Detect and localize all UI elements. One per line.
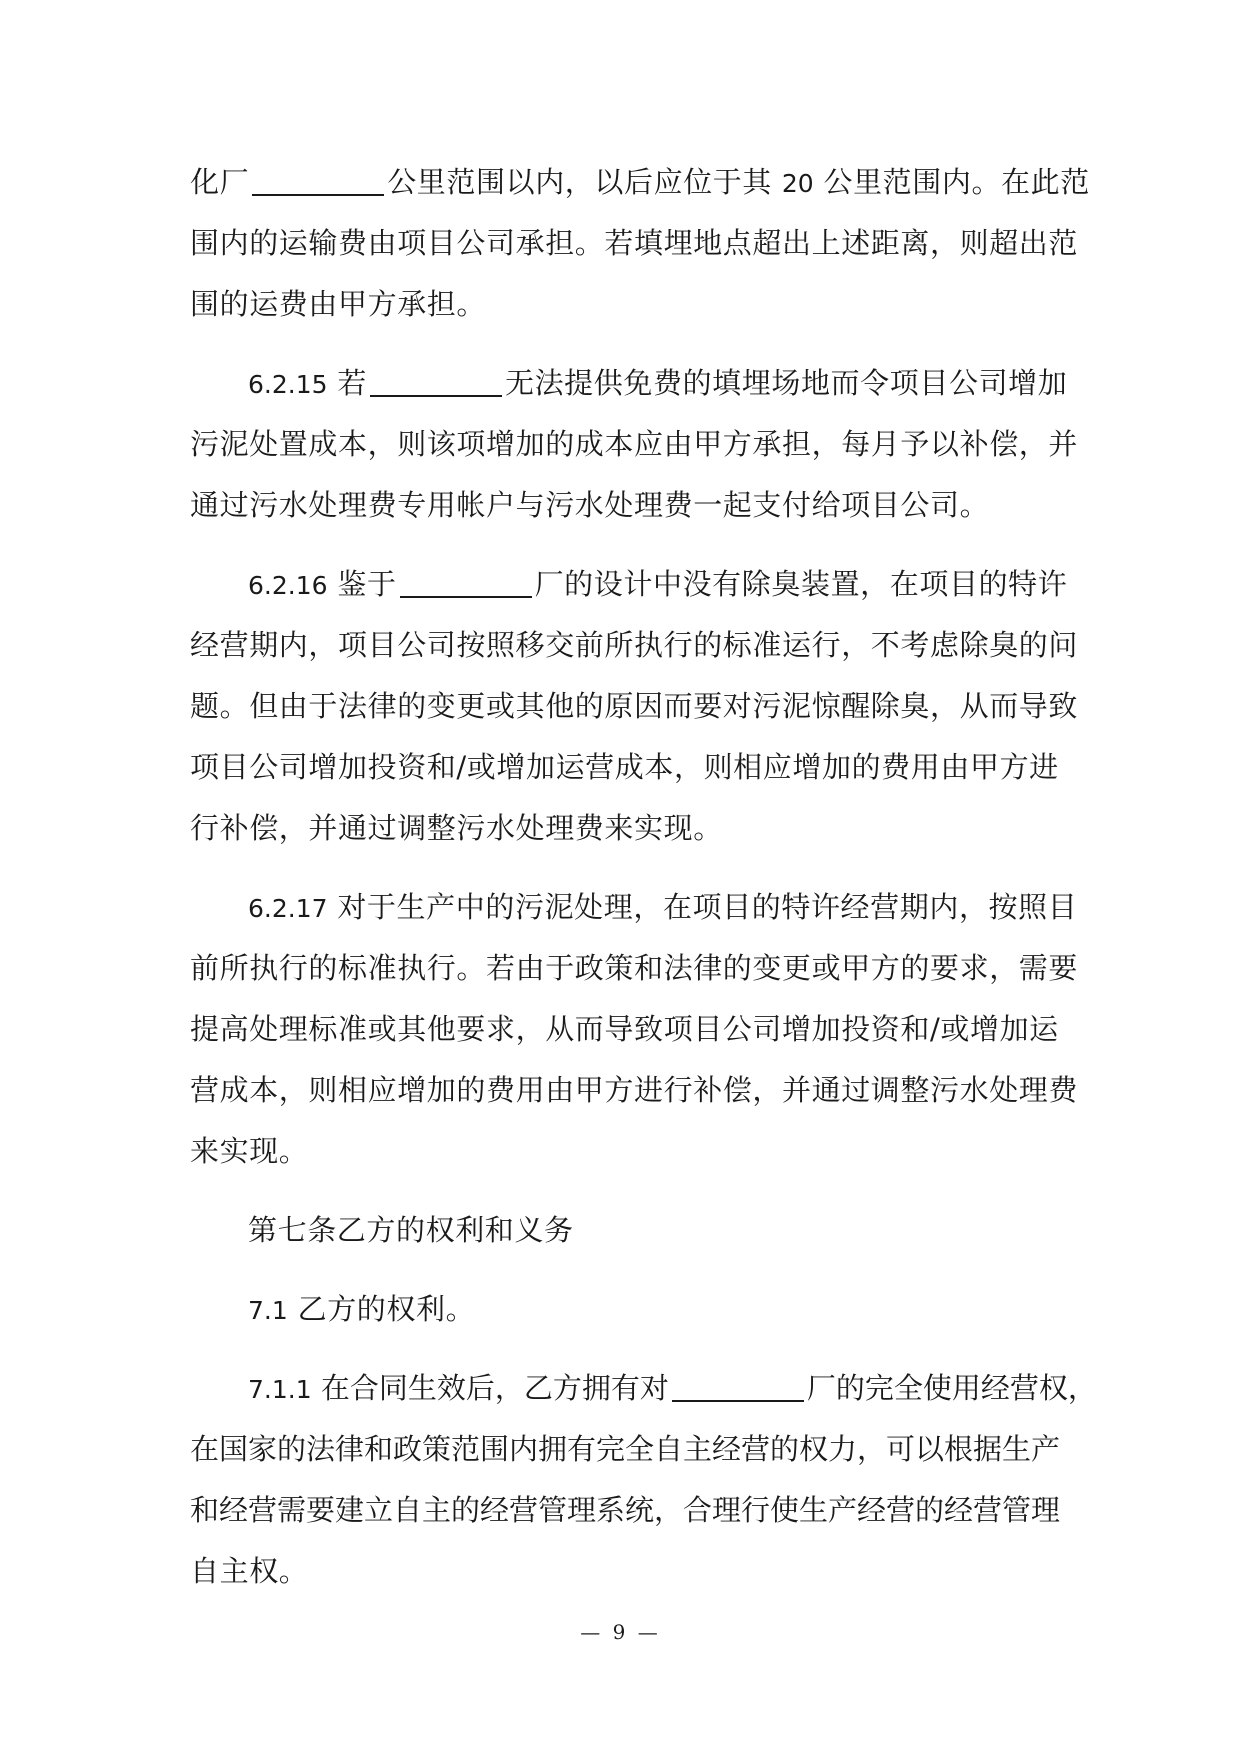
paragraph-line: 经营期内，项目公司按照移交前所执行的标准运行，不考虑除臭的问: [190, 628, 1079, 662]
fill-in-blank: [370, 394, 502, 397]
clause-6-2-15-line: [190, 353, 1068, 414]
text-run: 鉴于: [337, 567, 397, 601]
clause-number: 6.2.15: [248, 370, 328, 399]
paragraph-line: 和经营需要建立自主的经营管理系统，合理行使生产经营的经营管理: [190, 1493, 1061, 1527]
clause-number: 6.2.16: [248, 571, 328, 600]
article-heading: 第七条乙方的权利和义务: [248, 1213, 574, 1247]
document-body: [190, 152, 1097, 1602]
clause-7-1-line: [190, 1279, 1050, 1340]
text-run: 公里范围以内，以后应位于其: [387, 165, 773, 199]
clause-number: 6.2.17: [248, 894, 328, 923]
paragraph-line: 通过污水处理费专用帐户与污水处理费一起支付给项目公司。: [190, 488, 990, 522]
paragraph-line: 营成本，则相应增加的费用由甲方进行补偿，并通过调整污水处理费: [190, 1073, 1079, 1107]
text-run: 公里范围内。在此范: [823, 165, 1090, 199]
clause-number: 7.1.1: [248, 1375, 312, 1404]
text-run: 厂的设计中没有除臭装置，在项目的特许: [534, 567, 1068, 601]
paragraph-line: 题。但由于法律的变更或其他的原因而要对污泥惊醒除臭，从而导致: [190, 689, 1079, 723]
clause-6-2-17-line: [190, 877, 1078, 938]
text-run: 化厂: [190, 165, 250, 199]
paragraph-line: [190, 152, 1090, 213]
paragraph-line: 行补偿，并通过调整污水处理费来实现。: [190, 811, 723, 845]
distance-number: 20: [781, 169, 814, 198]
paragraph-line: 自主权。: [190, 1554, 309, 1588]
text-run: 在合同生效后，乙方拥有对: [320, 1371, 669, 1405]
paragraph-line: 污泥处置成本，则该项增加的成本应由甲方承担，每月予以补偿，并: [190, 427, 1079, 461]
text-run: 若: [337, 366, 367, 400]
fill-in-blank: [672, 1399, 804, 1402]
paragraph-line: 围内的运输费由项目公司承担。若填埋地点超出上述距离，则超出范: [190, 226, 1079, 260]
clause-number: 7.1: [248, 1296, 288, 1325]
clause-7-1-1-line: [190, 1358, 1097, 1419]
text-run: 乙方的权利。: [297, 1292, 476, 1326]
clause-6-2-16-line: [190, 554, 1068, 615]
paragraph-line: 前所执行的标准执行。若由于政策和法律的变更或甲方的要求，需要: [190, 951, 1079, 985]
paragraph-line: 在国家的法律和政策范围内拥有完全自主经营的权力，可以根据生产: [190, 1432, 1061, 1466]
paragraph-line: 来实现。: [190, 1134, 309, 1168]
text-run: 厂的完全使用经营权，: [806, 1371, 1097, 1405]
fill-in-blank: [252, 193, 384, 196]
paragraph-line: 提高处理标准或其他要求，从而导致项目公司增加投资和/或增加运: [190, 1012, 1059, 1046]
page-number: — 9 —: [580, 1620, 661, 1644]
text-run: 对于生产中的污泥处理，在项目的特许经营期内，按照目: [337, 890, 1078, 924]
paragraph-line: 围的运费由甲方承担。: [190, 287, 487, 321]
paragraph-line: 项目公司增加投资和/或增加运营成本，则相应增加的费用由甲方进: [190, 750, 1059, 784]
text-run: 无法提供免费的填埋场地而令项目公司增加: [504, 366, 1068, 400]
fill-in-blank: [400, 595, 532, 598]
